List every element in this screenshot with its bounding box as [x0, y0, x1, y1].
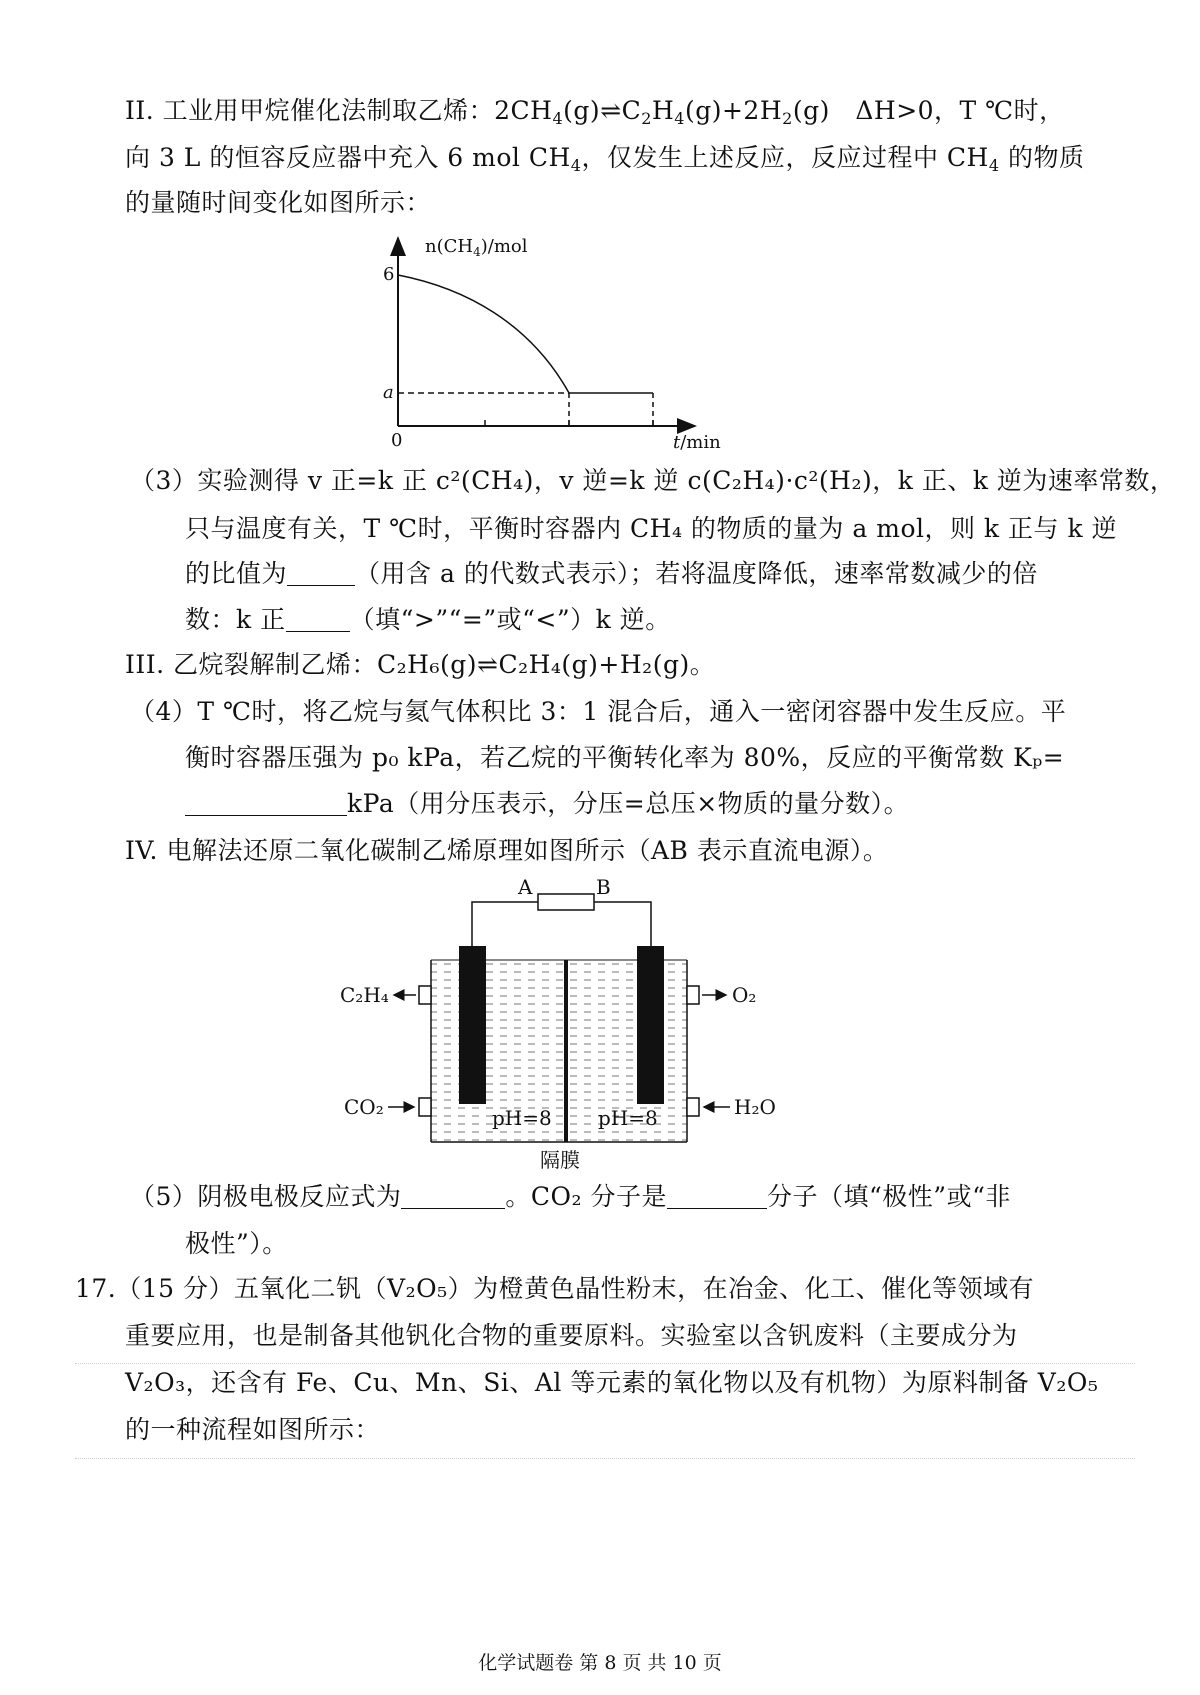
q17-line3: V₂O₃，还含有 Fe、Cu、Mn、Si、Al 等元素的氧化物以及有机物）为原料制备 V₂O₅ [125, 1368, 1099, 1397]
q5-line2: 极性”）。 [185, 1229, 288, 1258]
q4-blank-kp[interactable] [185, 789, 347, 816]
page-footer: 化学试题卷 第 8 页 共 10 页 [478, 1652, 722, 1674]
label-membrane: 隔膜 [540, 1148, 580, 1172]
q3-line3: 的比值为 （用含 a 的代数式表示）；若将温度降低，速率常数减少的倍 [185, 559, 1038, 588]
label-o2: O₂ [732, 983, 757, 1007]
q3-line1: （3）实验测得 v 正=k 正 c²(CH₄)，v 逆=k 逆 c(C₂H₄)·c²(H₂)，k 正、k 逆为速率常数， [130, 466, 1176, 495]
q3-line2: 只与温度有关，T ℃时，平衡时容器内 CH₄ 的物质的量为 a mol，则 k 正与 k 逆 [185, 514, 1118, 543]
q4-line2: 衡时容器压强为 p₀ kPa，若乙烷的平衡转化率为 80%，反应的平衡常数 Kₚ= [185, 743, 1065, 772]
chart-ytick-a: a [383, 382, 394, 403]
q3-line4: 数：k 正 （填“>”“=”或“<”）k 逆。 [185, 605, 671, 634]
chart-ylabel: $n(CH_4)$/mol [425, 236, 528, 259]
dotted-rule-2 [75, 1458, 1135, 1459]
label-ph-right: pH=8 [598, 1106, 658, 1130]
label-c2h4: C₂H₄ [340, 983, 389, 1007]
dotted-rule-1 [75, 1363, 1135, 1364]
q4-line1: （4）T ℃时，将乙烷与氦气体积比 3：1 混合后，通入一密闭容器中发生反应。平 [130, 697, 1067, 726]
part2-line2: 向 3 L 的恒容反应器中充入 6 mol $CH_4$，仅发生上述反应，反应过程中 $CH_4$ 的物质 [125, 143, 1085, 175]
label-ph-left: pH=8 [492, 1106, 552, 1130]
anode-electrode [637, 946, 664, 1104]
q5-blank-polarity[interactable] [667, 1182, 767, 1209]
q17-line4: 的一种流程如图所示： [125, 1415, 381, 1444]
wire-right [594, 902, 651, 946]
q17-line2: 重要应用，也是制备其他钒化合物的重要原料。实验室以含钒废料（主要成分为 [125, 1321, 1018, 1350]
part2-line1: II. 工业用甲烷催化法制取乙烯：$2CH_4(g)\rightleftharpoons C_2H_4(g)+2H_2(g)$ ΔH>0，T ℃时， [125, 96, 1065, 128]
chart-xlabel: t/min [673, 432, 721, 453]
q4-line3: kPa（用分压表示，分压=总压×物质的量分数）。 [185, 787, 909, 821]
label-a: A [518, 875, 533, 899]
chart-ytick-6: 6 [383, 264, 395, 285]
part2-line3: 的量随时间变化如图所示： [125, 188, 432, 217]
wire-left [472, 902, 538, 946]
chart-origin: 0 [391, 430, 403, 451]
q5-line1: （5）阴极电极反应式为 。CO₂ 分子是 分子（填“极性”或“非 [130, 1182, 1011, 1211]
q3-blank-ratio[interactable] [287, 559, 355, 586]
q3-blank-compare[interactable] [286, 605, 350, 632]
label-co2: CO₂ [344, 1095, 384, 1119]
label-b: B [596, 875, 611, 899]
electrolysis-diagram [330, 872, 800, 1177]
cathode-electrode [459, 946, 486, 1104]
membrane [564, 960, 568, 1142]
dc-power-source [538, 894, 594, 910]
label-h2o: H₂O [734, 1095, 776, 1119]
q17-line1: 17.（15 分）五氧化二钒（V₂O₅）为橙黄色晶性粉末，在冶金、化工、催化等领域有 [75, 1274, 1035, 1303]
part4-line1: IV. 电解法还原二氧化碳制乙烯原理如图所示（AB 表示直流电源）。 [125, 836, 889, 865]
part3-line1: III. 乙烷裂解制乙烯：C₂H₆(g)⇌C₂H₄(g)+H₂(g)。 [125, 650, 716, 679]
chart-curve [398, 275, 569, 393]
ch4-chart [365, 228, 735, 458]
q5-blank-cathode[interactable] [401, 1182, 505, 1209]
